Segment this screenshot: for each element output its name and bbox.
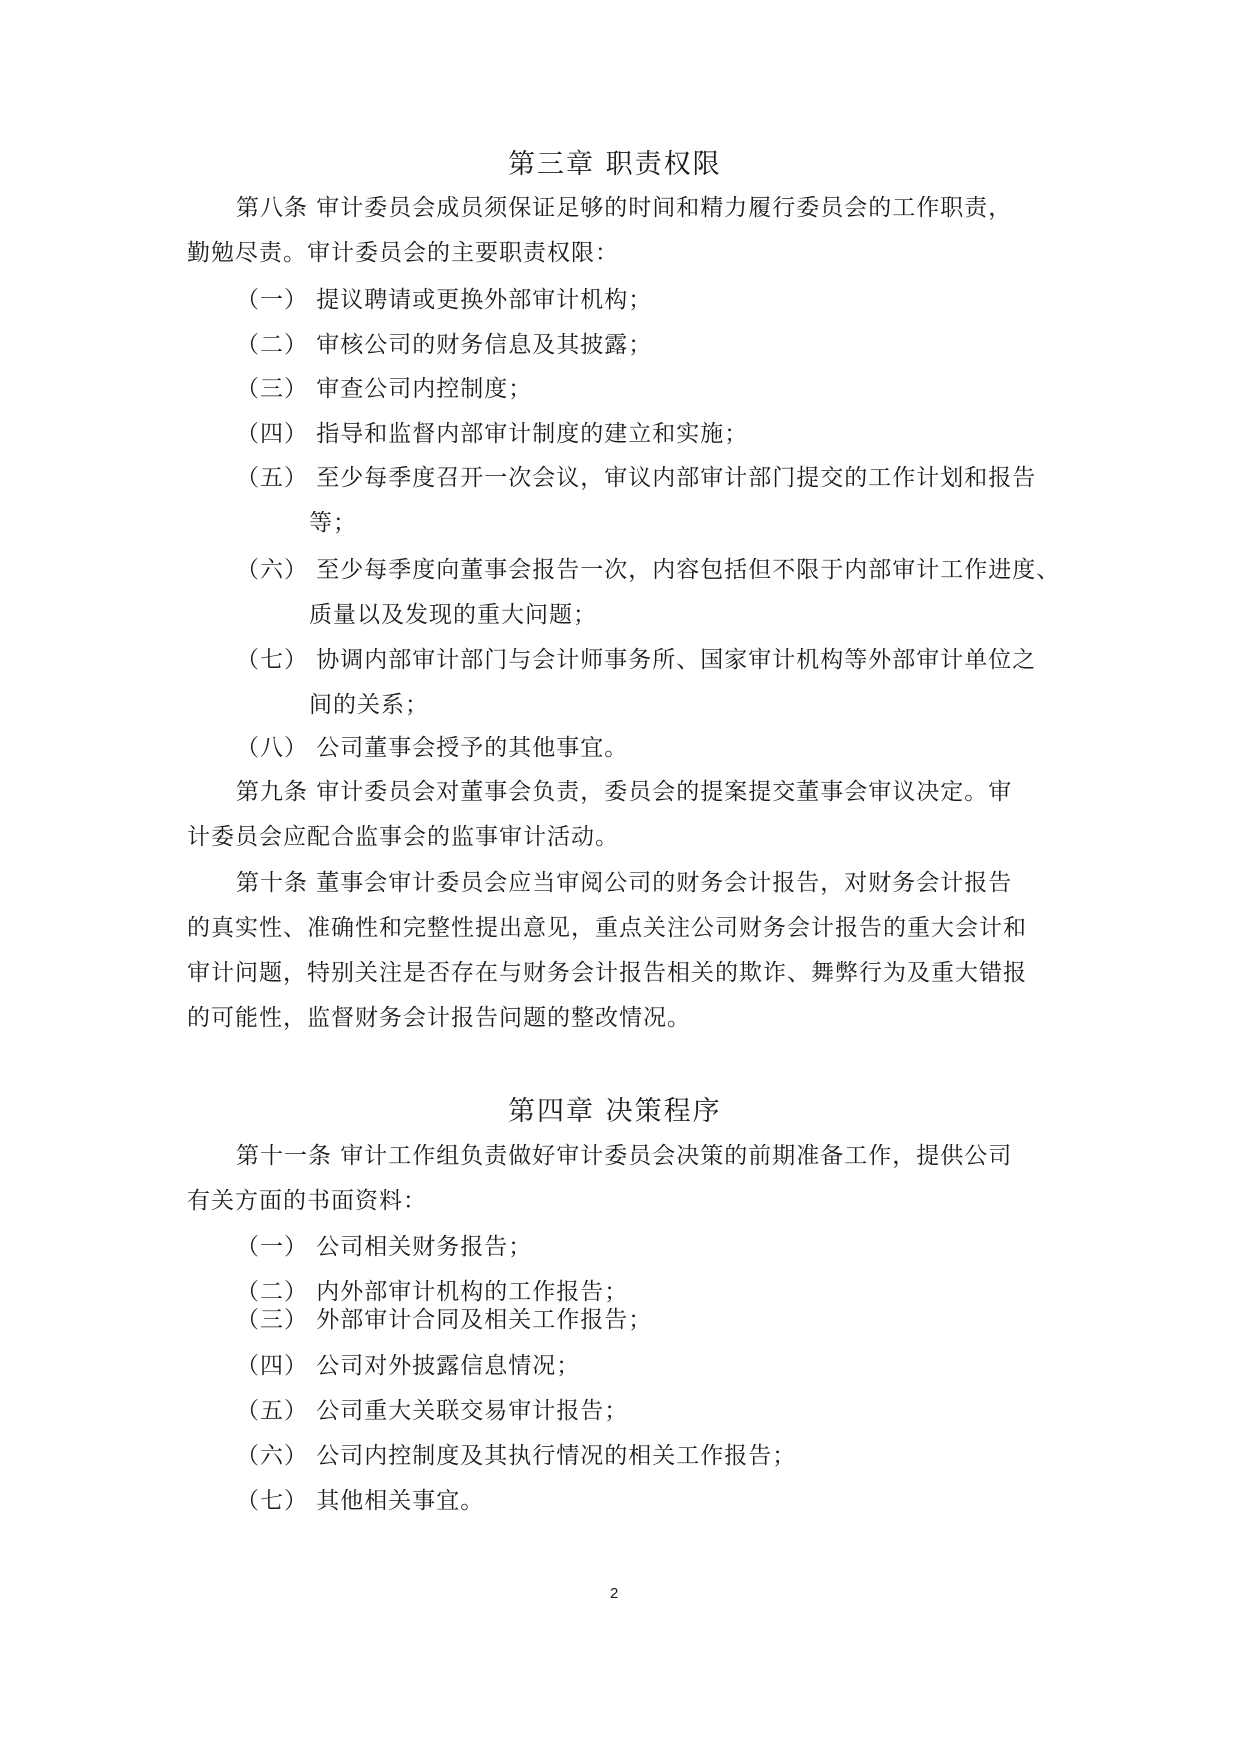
ch4-item-3: （三） 外部审计合同及相关工作报告； <box>236 1307 653 1333</box>
article-9-line-2: 计委员会应配合监事会的监事审计活动。 <box>187 824 619 850</box>
ch3-item-6-cont: 质量以及发现的重大问题； <box>309 602 597 628</box>
article-8-line-2: 勤勉尽责。审计委员会的主要职责权限： <box>187 240 619 266</box>
ch4-item-6: （六） 公司内控制度及其执行情况的相关工作报告； <box>236 1443 797 1469</box>
chapter-4-heading: 第四章 决策程序 <box>508 1096 722 1127</box>
ch3-item-8: （八） 公司董事会授予的其他事宜。 <box>236 735 629 761</box>
page-number: 2 <box>610 1585 619 1602</box>
ch3-item-7-cont: 间的关系； <box>309 692 429 718</box>
ch4-item-1: （一） 公司相关财务报告； <box>236 1234 533 1260</box>
ch3-item-7: （七） 协调内部审计部门与会计师事务所、国家审计机构等外部审计单位之 <box>236 647 1037 673</box>
article-8-line-1: 第八条 审计委员会成员须保证足够的时间和精力履行委员会的工作职责， <box>236 195 1013 221</box>
ch3-item-5: （五） 至少每季度召开一次会议，审议内部审计部门提交的工作计划和报告 <box>236 465 1037 491</box>
ch3-item-2: （二） 审核公司的财务信息及其披露； <box>236 332 653 358</box>
ch3-item-4: （四） 指导和监督内部审计制度的建立和实施； <box>236 421 749 447</box>
ch3-item-6: （六） 至少每季度向董事会报告一次，内容包括但不限于内部审计工作进度、 <box>236 557 1061 583</box>
article-10-line-3: 审计问题，特别关注是否存在与财务会计报告相关的欺诈、舞弊行为及重大错报 <box>187 960 1027 986</box>
ch4-item-4: （四） 公司对外披露信息情况； <box>236 1353 581 1379</box>
ch3-item-3: （三） 审查公司内控制度； <box>236 376 533 402</box>
article-11-line-2: 有关方面的书面资料： <box>187 1188 427 1214</box>
ch3-item-1: （一） 提议聘请或更换外部审计机构； <box>236 287 653 313</box>
ch3-item-5-cont: 等； <box>309 510 357 536</box>
ch4-item-5: （五） 公司重大关联交易审计报告； <box>236 1398 629 1424</box>
ch4-item-2: （二） 内外部审计机构的工作报告； <box>236 1279 629 1305</box>
article-10-line-4: 的可能性，监督财务会计报告问题的整改情况。 <box>187 1005 691 1031</box>
article-10-line-2: 的真实性、准确性和完整性提出意见，重点关注公司财务会计报告的重大会计和 <box>187 915 1027 941</box>
ch4-item-7: （七） 其他相关事宜。 <box>236 1488 485 1514</box>
article-11-line-1: 第十一条 审计工作组负责做好审计委员会决策的前期准备工作，提供公司 <box>236 1143 1013 1169</box>
article-10-line-1: 第十条 董事会审计委员会应当审阅公司的财务会计报告，对财务会计报告 <box>236 870 1013 896</box>
article-9-line-1: 第九条 审计委员会对董事会负责，委员会的提案提交董事会审议决定。审 <box>236 779 1013 805</box>
chapter-3-heading: 第三章 职责权限 <box>508 149 722 180</box>
